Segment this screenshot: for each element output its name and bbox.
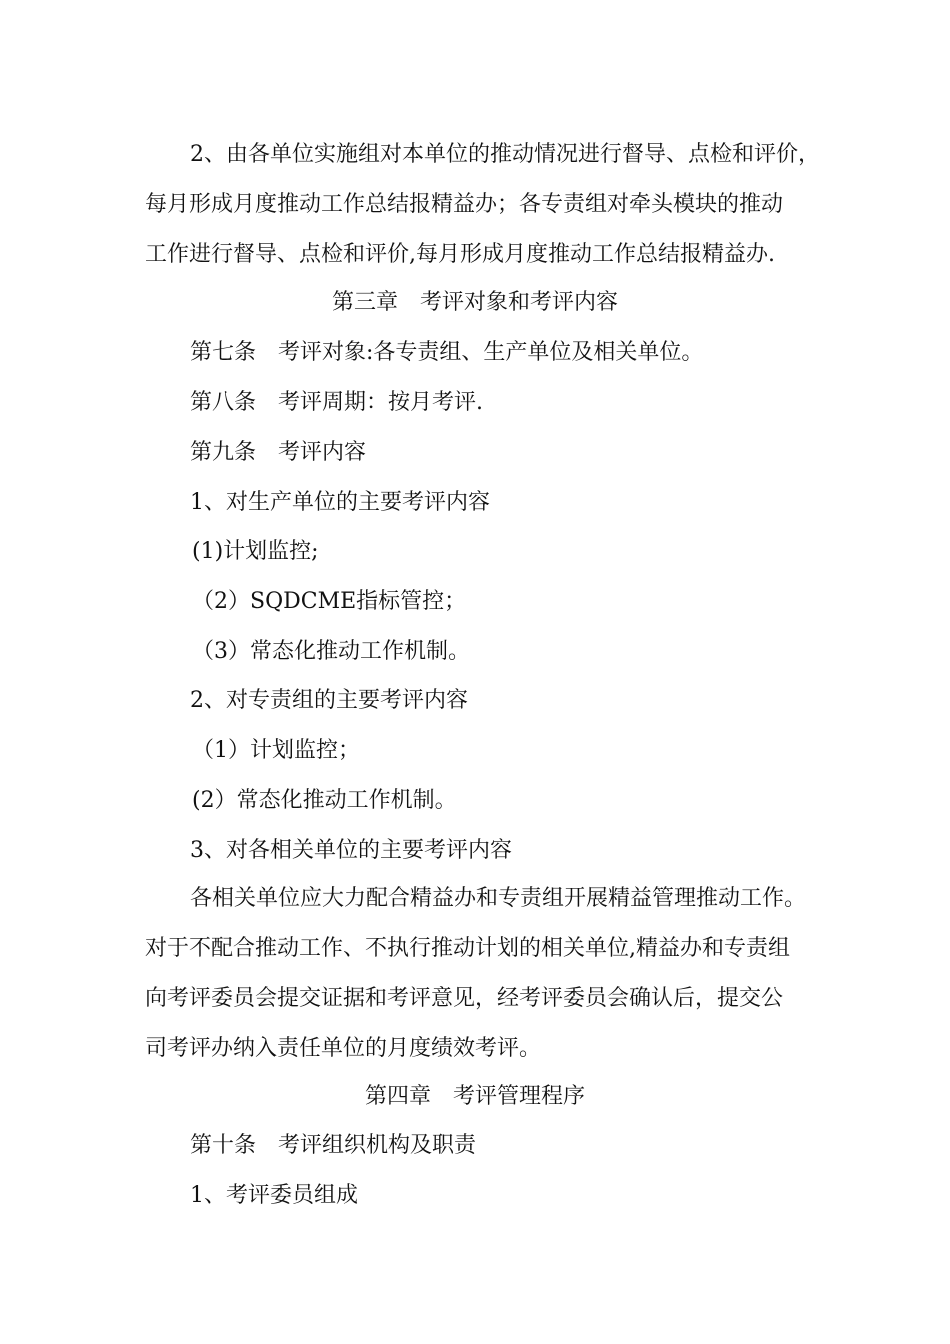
- article-line: 第七条 考评对象:各专责组、生产单位及相关单位。: [190, 340, 704, 365]
- sub-list-item: （2）SQDCME指标管控；: [192, 589, 467, 614]
- list-item: 3、对各相关单位的主要考评内容: [190, 838, 512, 863]
- article-line: 第八条 考评周期：按月考评.: [190, 390, 483, 415]
- sub-list-item: (1)计划监控;: [192, 539, 319, 564]
- paragraph-line: 向考评委员会提交证据和考评意见，经考评委员会确认后，提交公: [145, 986, 784, 1011]
- paragraph-line: 2、由各单位实施组对本单位的推动情况进行督导、点检和评价，: [190, 142, 820, 167]
- sub-list-item: (2）常态化推动工作机制。: [192, 788, 457, 813]
- chapter-heading: 第三章 考评对象和考评内容: [331, 290, 618, 315]
- paragraph-line: 每月形成月度推动工作总结报精益办；各专责组对牵头模块的推动: [145, 192, 784, 217]
- list-item: 1、对生产单位的主要考评内容: [190, 490, 490, 515]
- list-item: 2、对专责组的主要考评内容: [190, 688, 468, 713]
- sub-list-item: （3）常态化推动工作机制。: [192, 639, 470, 664]
- sub-list-item: （1）计划监控；: [192, 738, 360, 763]
- list-item: 1、考评委员组成: [190, 1183, 358, 1208]
- paragraph-line: 工作进行督导、点检和评价,每月形成月度推动工作总结报精益办.: [145, 242, 775, 267]
- paragraph-line: 各相关单位应大力配合精益办和专责组开展精益管理推动工作。: [190, 886, 807, 911]
- article-line: 第九条 考评内容: [190, 440, 367, 465]
- article-line: 第十条 考评组织机构及职责: [190, 1133, 477, 1158]
- chapter-heading: 第四章 考评管理程序: [364, 1084, 585, 1109]
- paragraph-line: 司考评办纳入责任单位的月度绩效考评。: [145, 1036, 542, 1061]
- paragraph-line: 对于不配合推动工作、不执行推动计划的相关单位,精益办和专责组: [145, 936, 790, 961]
